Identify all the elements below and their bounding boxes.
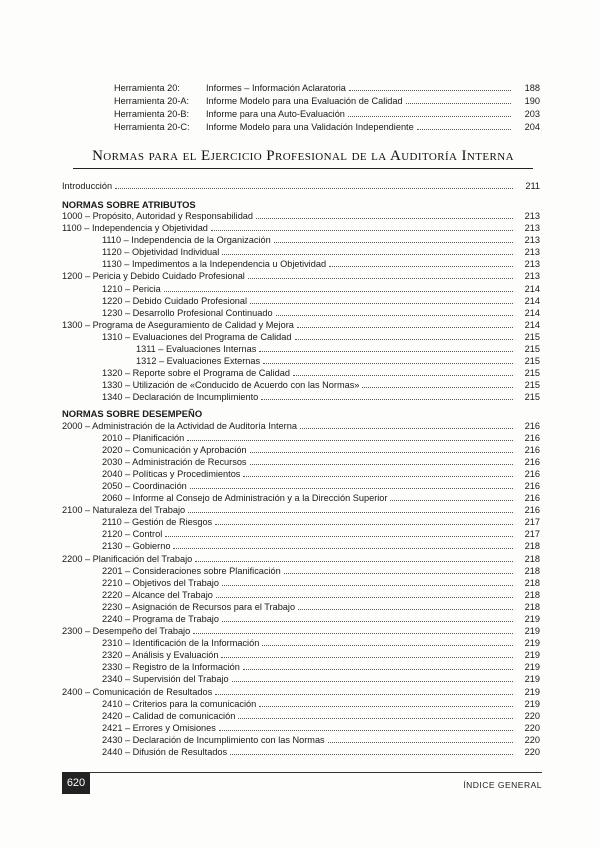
toc-page: 218 [524, 601, 540, 612]
toc-row [62, 468, 540, 480]
dot-leader [300, 428, 513, 429]
toc-page: 213 [524, 271, 540, 282]
dot-leader [250, 303, 513, 304]
tool-name: Herramienta 20-B: [114, 109, 190, 119]
toc-label: 1320 – Reporte sobre el Programa de Calidad [102, 368, 290, 379]
dot-leader [216, 597, 513, 598]
toc-label: 1100 – Independencia y Objetividad [62, 223, 208, 234]
toc-row [62, 307, 540, 319]
dot-leader [243, 669, 513, 670]
toc-label: 1200 – Pericia y Debido Cuidado Profesional [62, 271, 245, 282]
dot-leader [230, 754, 513, 755]
dot-leader [284, 573, 513, 574]
toc-page: 219 [524, 626, 540, 637]
toc-row-intro [62, 180, 540, 192]
dot-leader [190, 488, 513, 489]
dot-leader [417, 129, 511, 130]
dot-leader [298, 609, 513, 610]
toc-page: 213 [524, 259, 540, 270]
toc-label: 1312 – Evaluaciones Externas [136, 356, 261, 367]
toc-page: 213 [524, 211, 540, 221]
toc-row [62, 331, 540, 343]
toc-page: 215 [524, 356, 540, 367]
toc-label: 2421 – Errores y Omisiones [102, 722, 216, 733]
toc-label: 1210 – Pericia [102, 283, 161, 294]
page-footer [62, 772, 542, 794]
toc-row [62, 480, 540, 492]
toc-label: 2410 – Criterios para la comunicación [102, 698, 257, 709]
toc-label: 1110 – Independencia de la Organización [102, 235, 271, 246]
toc-row [62, 625, 540, 637]
dot-leader [295, 339, 514, 340]
toc-row [62, 516, 540, 528]
toc-label: 2400 – Comunicación de Resultados [62, 686, 213, 697]
tool-row [114, 95, 540, 108]
tool-page: 190 [524, 96, 540, 106]
page-title: Normas para el Ejercicio Profesional de la Auditoría Interna [92, 148, 514, 164]
dot-leader [195, 561, 513, 562]
dot-leader [165, 536, 513, 537]
tool-description: Informes – Información Aclaratoria [206, 83, 346, 93]
toc-row [62, 367, 540, 379]
toc-page: 218 [524, 577, 540, 588]
toc-row [62, 355, 540, 367]
toc-page: 218 [524, 589, 540, 600]
toc-label: Introducción [62, 181, 113, 191]
tool-name: Herramienta 20: [114, 83, 180, 93]
dot-leader [215, 524, 513, 525]
dot-leader [406, 103, 511, 104]
dot-leader [261, 399, 513, 400]
dot-leader [276, 315, 513, 316]
toc-label: 2020 – Comunicación y Aprobación [102, 444, 247, 455]
dot-leader [259, 706, 513, 707]
toc-row [62, 601, 540, 613]
dot-leader [349, 90, 511, 91]
toc-page: 213 [524, 223, 540, 234]
toc-row [62, 710, 540, 722]
dot-leader [256, 218, 513, 219]
toc-label: 1300 – Programa de Aseguramiento de Calidad y Mejora [62, 319, 294, 330]
toc-label: 2210 – Objetivos del Trabajo [102, 577, 219, 588]
toc-label: 2050 – Coordinación [102, 480, 187, 491]
dot-leader [187, 440, 513, 441]
toc-label: 2320 – Análisis y Evaluación [102, 650, 219, 661]
toc-label: 2200 – Planificación del Trabajo [62, 553, 193, 564]
tools-list [114, 82, 540, 134]
toc-label: 2430 – Declaración de Incumplimiento con las Normas [102, 734, 325, 745]
toc-page: 216 [524, 505, 540, 516]
toc-label: 1120 – Objetividad Individual [102, 247, 220, 258]
toc-page: 217 [524, 529, 540, 540]
toc-label: 2100 – Naturaleza del Trabajo [62, 505, 186, 516]
toc-row [62, 432, 540, 444]
toc-page: 214 [524, 295, 540, 306]
toc-row [62, 210, 540, 222]
toc-label: 2300 – Desempeño del Trabajo [62, 626, 191, 637]
toc-row [62, 577, 540, 589]
toc-row [62, 283, 540, 295]
footer-rule [90, 772, 542, 773]
page-number-badge: 620 [62, 772, 90, 794]
toc-page: 216 [524, 432, 540, 443]
toc-row [62, 589, 540, 601]
section-heading-performance: NORMAS SOBRE DESEMPEÑO [62, 407, 203, 419]
toc-label: 2030 – Administración de Recursos [102, 456, 247, 467]
dot-leader [188, 512, 513, 513]
toc-label: 2230 – Asignación de Recursos para el Trabajo [102, 601, 296, 612]
toc-row [62, 613, 540, 625]
tool-page: 188 [524, 83, 540, 93]
dot-leader [173, 548, 513, 549]
toc-label: 2060 – Informe al Consejo de Administración y a la Dirección Superior [102, 493, 388, 504]
dot-leader [274, 242, 513, 243]
toc-label: 2201 – Consideraciones sobre Planificación [102, 565, 281, 576]
toc-page: 218 [524, 553, 540, 564]
tool-row [114, 108, 540, 121]
toc-page: 220 [524, 722, 540, 733]
toc-row [62, 492, 540, 504]
footer-section-label: ÍNDICE GENERAL [463, 780, 542, 790]
toc-label: 1330 – Utilización de «Conducido de Acuerdo con las Normas» [102, 380, 360, 391]
toc-row [62, 319, 540, 331]
toc-row [62, 391, 540, 403]
title-underline [73, 168, 533, 169]
toc-label: 2240 – Programa de Trabajo [102, 614, 219, 624]
toc-label: 1000 – Propósito, Autoridad y Responsabilidad [62, 211, 254, 221]
dot-leader [293, 375, 513, 376]
toc-page: 216 [524, 468, 540, 479]
toc-page: 219 [524, 686, 540, 697]
toc-row [62, 343, 540, 355]
dot-leader [215, 694, 513, 695]
toc-row [62, 456, 540, 468]
tool-page: 203 [524, 109, 540, 119]
toc-page: 220 [524, 710, 540, 721]
toc-label: 2110 – Gestión de Riesgos [102, 517, 213, 528]
toc-row [62, 420, 540, 432]
tool-name: Herramienta 20-C: [114, 122, 190, 132]
toc-row [62, 698, 540, 710]
dot-leader [390, 500, 513, 501]
toc-label: 1340 – Declaración de Incumplimiento [102, 392, 259, 403]
dot-leader [115, 188, 513, 189]
toc-row [62, 234, 540, 246]
dot-leader [243, 476, 513, 477]
toc-page: 219 [524, 698, 540, 709]
toc-page: 219 [524, 638, 540, 649]
tool-description: Informe Modelo para una Evaluación de Calidad [206, 96, 403, 106]
dot-leader [297, 327, 513, 328]
dot-leader [238, 718, 513, 719]
toc-page: 215 [524, 331, 540, 342]
toc-row [62, 637, 540, 649]
dot-leader [222, 585, 513, 586]
tool-description: Informe Modelo para una Validación Independiente [206, 122, 414, 132]
toc-page: 216 [524, 456, 540, 467]
tool-row [114, 82, 540, 95]
toc-row [62, 528, 540, 540]
tool-name: Herramienta 20-A: [114, 96, 190, 106]
toc-label: 2330 – Registro de la Información [102, 662, 240, 673]
dot-leader [250, 452, 513, 453]
toc-row [62, 649, 540, 661]
section-title-block [62, 146, 544, 169]
dot-leader [362, 387, 513, 388]
toc-page: 219 [524, 650, 540, 661]
toc-list [62, 196, 540, 758]
dot-leader [328, 742, 513, 743]
attributes-group [62, 210, 540, 404]
toc-page: 214 [524, 283, 540, 294]
toc-label: 1310 – Evaluaciones del Programa de Calidad [102, 331, 292, 342]
toc-row [62, 661, 540, 673]
toc-label: 2420 – Calidad de comunicación [102, 710, 236, 721]
toc-row [62, 270, 540, 282]
dot-leader [262, 645, 513, 646]
dot-leader [222, 254, 513, 255]
section-heading-attributes: NORMAS SOBRE ATRIBUTOS [62, 199, 196, 210]
toc-page: 215 [524, 368, 540, 379]
toc-row [62, 379, 540, 391]
dot-leader [164, 291, 513, 292]
toc-row [62, 746, 540, 758]
toc-page: 213 [524, 247, 540, 258]
toc-page: 216 [524, 493, 540, 504]
dot-leader [221, 657, 513, 658]
toc-page: 219 [524, 614, 540, 624]
toc-row [62, 553, 540, 565]
toc-label: 2220 – Alcance del Trabajo [102, 589, 213, 600]
dot-leader [329, 266, 513, 267]
toc-page: 216 [524, 420, 540, 431]
toc-label: 2120 – Control [102, 529, 163, 540]
toc-row [62, 734, 540, 746]
toc-label: 2040 – Políticas y Procedimientos [102, 468, 241, 479]
toc-row [62, 722, 540, 734]
performance-group [62, 420, 540, 759]
dot-leader [222, 621, 513, 622]
toc-label: 2310 – Identificación de la Información [102, 638, 260, 649]
dot-leader [250, 464, 513, 465]
toc-row [62, 222, 540, 234]
toc-page: 217 [524, 517, 540, 528]
toc-row [62, 504, 540, 516]
toc-page: 220 [524, 747, 540, 758]
toc-page: 219 [524, 662, 540, 673]
toc-page: 216 [524, 444, 540, 455]
toc-row [62, 565, 540, 577]
toc-label: 1220 – Debido Cuidado Profesional [102, 295, 248, 306]
toc-row [62, 258, 540, 270]
toc-label: 2000 – Administración de la Actividad de Auditoría Interna [62, 420, 297, 431]
toc-label: 2130 – Gobierno [102, 541, 171, 552]
dot-leader [348, 116, 511, 117]
tool-description: Informe para una Auto-Evaluación [206, 109, 345, 119]
toc-page: 218 [524, 541, 540, 552]
toc-label: 1230 – Desarrollo Profesional Continuado [102, 307, 273, 318]
toc-row [62, 673, 540, 685]
toc-label: 1311 – Evaluaciones Internas [136, 344, 257, 355]
dot-leader [219, 730, 513, 731]
toc-row [62, 686, 540, 698]
toc-label: 2010 – Planificación [102, 432, 185, 443]
dot-leader [263, 363, 513, 364]
dot-leader [193, 633, 513, 634]
dot-leader [232, 681, 513, 682]
toc-row [62, 444, 540, 456]
toc-page: 219 [524, 674, 540, 685]
toc-page: 220 [524, 734, 540, 745]
intro-entry [62, 180, 540, 192]
toc-row [62, 295, 540, 307]
toc-label: 2340 – Supervisión del Trabajo [102, 674, 229, 685]
toc-page: 213 [524, 235, 540, 246]
tool-row [114, 121, 540, 134]
toc-page: 215 [524, 344, 540, 355]
toc-page: 216 [524, 480, 540, 491]
dot-leader [211, 230, 513, 231]
tool-page: 204 [524, 122, 540, 132]
toc-row [62, 246, 540, 258]
dot-leader [259, 351, 513, 352]
toc-page: 211 [525, 181, 540, 191]
toc-row [62, 540, 540, 552]
toc-page: 214 [524, 307, 540, 318]
toc-page: 215 [524, 380, 540, 391]
toc-page: 215 [524, 392, 540, 403]
toc-page: 218 [524, 565, 540, 576]
toc-label: 2440 – Difusión de Resultados [102, 747, 228, 758]
dot-leader [248, 278, 513, 279]
toc-page: 214 [524, 319, 540, 330]
toc-label: 1130 – Impedimentos a la Independencia u Objetividad [102, 259, 327, 270]
